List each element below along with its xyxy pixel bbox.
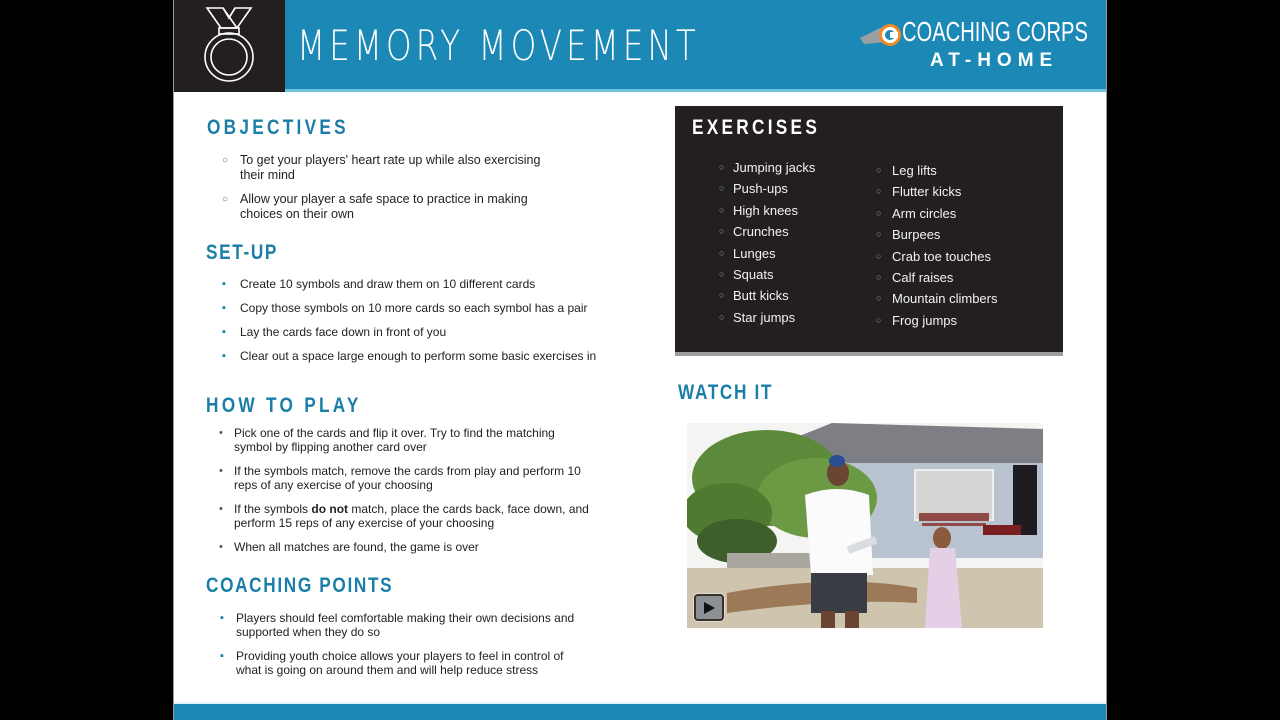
square-bullet-icon: ▪ xyxy=(222,350,226,362)
list-item: • If the symbols do not match, place the cards back, face down, and perform 15 reps of any exercise of your choosing xyxy=(219,502,589,530)
circle-bullet-icon: ○ xyxy=(876,165,882,175)
square-bullet-icon: ▪ xyxy=(222,302,226,314)
setup-list xyxy=(222,277,642,373)
page-title: MEMORY MOVEMENT xyxy=(297,21,700,70)
exercise-item: ○ Leg lifts xyxy=(876,160,998,181)
list-item: ▪ Clear out a space large enough to perform some basic exercises in xyxy=(222,349,597,363)
play-button[interactable] xyxy=(694,594,724,621)
play-icon xyxy=(702,601,716,615)
coaching-points-heading: COACHING POINTS xyxy=(206,574,394,597)
exercise-item: ○ Star jumps xyxy=(719,307,815,328)
exercises-list-col2 xyxy=(876,160,998,331)
dot-bullet-icon: • xyxy=(219,541,223,553)
setup-heading: SET-UP xyxy=(206,241,279,264)
list-item: ▪ Players should feel comfortable making their own decisions and supported when they do so xyxy=(220,611,575,639)
how-to-play-list xyxy=(219,426,589,564)
circle-bullet-icon: ○ xyxy=(876,186,882,197)
exercise-item: ○ High knees xyxy=(719,200,815,221)
circle-bullet-icon: ○ xyxy=(719,290,725,301)
exercise-item: ○ Flutter kicks xyxy=(876,181,998,202)
exercise-item: ○ Frog jumps xyxy=(876,310,998,331)
how-to-play-heading: HOW TO PLAY xyxy=(206,394,362,417)
dot-bullet-icon: • xyxy=(219,503,223,515)
circle-bullet-icon: ○ xyxy=(876,293,882,304)
list-item: ▪ Providing youth choice allows your players to feel in control of what is going on around them and will help reduce stress xyxy=(220,649,564,677)
circle-bullet-icon: ○ xyxy=(719,204,725,215)
circle-bullet-icon: ○ xyxy=(719,247,725,258)
list-item: • If the symbols match, remove the cards from play and perform 10 reps of any exercise of your choosing xyxy=(219,464,581,492)
list-item: ▪ Copy those symbols on 10 more cards so each symbol has a pair xyxy=(222,301,588,315)
circle-bullet-icon: ○ xyxy=(876,250,882,261)
objectives-list xyxy=(222,153,562,231)
exercise-item: ○ Burpees xyxy=(876,224,998,245)
dot-bullet-icon: • xyxy=(219,465,223,477)
exercise-item: ○ Crab toe touches xyxy=(876,246,998,267)
exercises-panel xyxy=(675,106,1063,356)
circle-bullet-icon: ○ xyxy=(719,311,725,322)
square-bullet-icon: ▪ xyxy=(220,612,224,624)
objectives-heading: OBJECTIVES xyxy=(207,116,349,139)
exercise-item: ○ Crunches xyxy=(719,221,815,242)
circle-bullet-icon: ○ xyxy=(719,183,725,194)
circle-bullet-icon: ○ xyxy=(876,271,882,282)
circle-bullet-icon: ○ xyxy=(876,207,882,218)
list-item: ▪ Create 10 symbols and draw them on 10 different cards xyxy=(222,277,536,291)
circle-bullet-icon: ○ xyxy=(719,268,725,279)
list-item: ▪ Lay the cards face down in front of you xyxy=(222,325,447,339)
video-scene-image xyxy=(687,423,1043,628)
square-bullet-icon: ▪ xyxy=(222,278,226,290)
exercises-list-col1 xyxy=(719,157,815,328)
exercise-item: ○ Lunges xyxy=(719,243,815,264)
circle-bullet-icon: ○ xyxy=(876,229,882,240)
exercise-item: ○ Push-ups xyxy=(719,178,815,199)
exercise-item: ○ Jumping jacks xyxy=(719,157,815,178)
exercise-item: ○ Butt kicks xyxy=(719,285,815,306)
video-thumbnail[interactable] xyxy=(687,423,1043,628)
medal-icon xyxy=(201,6,257,84)
circle-bullet-icon: ○ xyxy=(876,314,882,325)
exercises-heading: EXERCISES xyxy=(692,116,821,139)
exercise-item: ○ Mountain climbers xyxy=(876,288,998,309)
footer-bar xyxy=(174,702,1107,720)
list-item: ○ Allow your player a safe space to practice in making choices on their own xyxy=(222,192,528,221)
circle-bullet-icon: ○ xyxy=(222,194,229,205)
circle-bullet-icon: ○ xyxy=(719,226,725,237)
list-item: • When all matches are found, the game is over xyxy=(219,540,479,554)
slide xyxy=(173,0,1107,720)
exercise-item: ○ Squats xyxy=(719,264,815,285)
coaching-points-list xyxy=(220,611,590,687)
dot-bullet-icon: • xyxy=(219,427,223,439)
list-item: • Pick one of the cards and flip it over. Try to find the matching symbol by flipping another card over xyxy=(219,426,555,454)
coaching-corps-logo xyxy=(858,14,1088,78)
logo-name: COACHING CORPS xyxy=(902,16,1088,47)
circle-bullet-icon: ○ xyxy=(719,162,725,172)
list-item: ○ To get your players' heart rate up while also exercising their mind xyxy=(222,153,541,182)
header-icon-box xyxy=(174,0,285,92)
square-bullet-icon: ▪ xyxy=(222,326,226,338)
header-banner xyxy=(174,0,1107,92)
circle-bullet-icon: ○ xyxy=(222,155,229,166)
square-bullet-icon: ▪ xyxy=(220,650,224,662)
whistle-icon xyxy=(858,20,904,48)
exercise-item: ○ Arm circles xyxy=(876,203,998,224)
logo-subtitle: AT-HOME xyxy=(930,50,1059,71)
watch-it-heading: WATCH IT xyxy=(678,381,774,404)
exercise-item: ○ Calf raises xyxy=(876,267,998,288)
